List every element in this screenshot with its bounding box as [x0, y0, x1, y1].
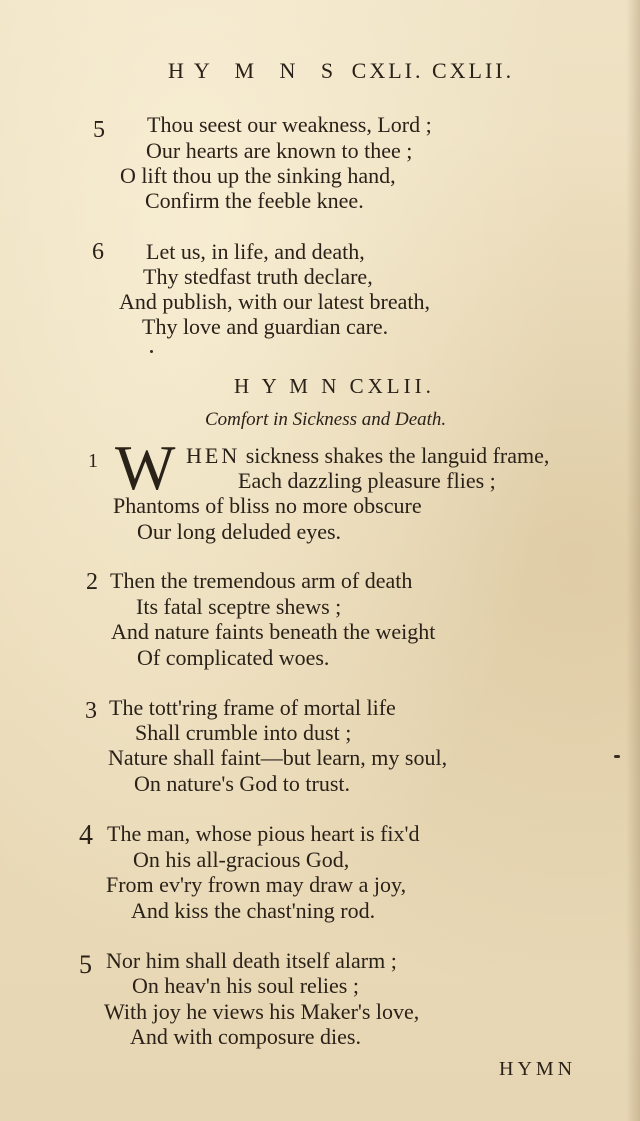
verse-line: Let us, in life, and death, [146, 239, 365, 264]
verse-line: And nature faints beneath the weight [111, 619, 436, 644]
header-prefix: H [168, 58, 194, 83]
hymn-title: H Y M N CXLII. [234, 374, 435, 398]
running-header [168, 58, 558, 84]
verse-line: Then the tremendous arm of death [110, 568, 413, 593]
header-numbers: CXLI. CXLII. [351, 58, 515, 83]
stanza-number: 5 [79, 950, 92, 979]
verse-line: Phantoms of bliss no more obscure [113, 493, 422, 518]
verse-line: The tott'ring frame of mortal life [109, 695, 396, 720]
verse-line: On nature's God to trust. [134, 771, 350, 796]
verse-line-first [186, 444, 549, 468]
verse-line: Nature shall faint—but learn, my soul, [108, 745, 448, 770]
stanza-number: 3 [85, 698, 97, 724]
stanza-number: 5 [93, 117, 105, 143]
verse-line: The man, whose pious heart is fix'd [107, 821, 420, 846]
verse-line: Thou seest our weakness, Lord ; [147, 112, 432, 137]
header-word: Y M N S [193, 58, 344, 83]
stanza-number: 6 [92, 239, 104, 265]
page-edge-shadow [626, 0, 640, 1121]
catchword: HYMN [499, 1058, 577, 1080]
verse-line: On his all-gracious God, [133, 847, 350, 872]
verse-line: Of complicated woes. [137, 645, 330, 670]
verse-line: Each dazzling pleasure flies ; [238, 468, 496, 493]
verse-line: On heav'n his soul relies ; [132, 973, 359, 998]
stanza-number: 4 [79, 820, 93, 851]
verse-line: O lift thou up the sinking hand, [120, 163, 396, 188]
first-word-caps: HEN [186, 443, 241, 468]
verse-line: Confirm the feeble knee. [145, 188, 364, 213]
verse-line: Shall crumble into dust ; [135, 720, 352, 745]
verse-line: With joy he views his Maker's love, [104, 999, 420, 1024]
verse-line: Our hearts are known to thee ; [146, 138, 413, 163]
verse-line: Thy stedfast truth declare, [143, 264, 373, 289]
verse-line: And kiss the chast'ning rod. [131, 898, 376, 923]
verse-line: Its fatal sceptre shews ; [136, 594, 342, 619]
drop-cap: W [115, 432, 176, 503]
verse-line: Nor him shall death itself alarm ; [106, 948, 397, 973]
stanza-number: 2 [86, 569, 98, 595]
hymn-subtitle: Comfort in Sickness and Death. [205, 409, 447, 430]
ink-speck [150, 350, 153, 353]
stanza-number: 1 [88, 450, 98, 472]
verse-line: From ev'ry frown may draw a joy, [106, 872, 407, 897]
verse-line: Our long deluded eyes. [137, 519, 342, 544]
ink-speck [614, 755, 620, 758]
verse-line: And publish, with our latest breath, [119, 289, 431, 314]
verse-line: And with composure dies. [130, 1024, 361, 1049]
verse-line: Thy love and guardian care. [142, 314, 389, 339]
first-line-rest: sickness shakes the languid frame, [245, 443, 550, 468]
